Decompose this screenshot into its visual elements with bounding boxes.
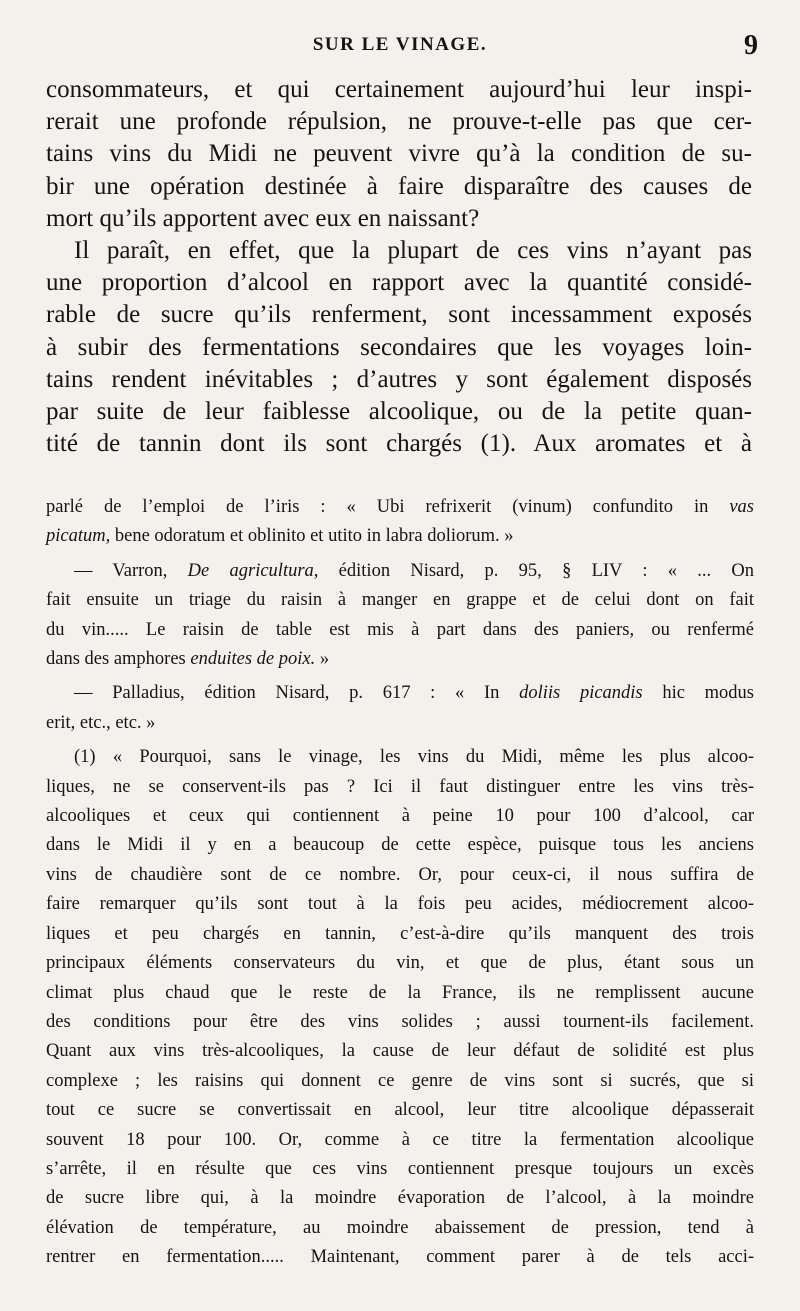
footnote-line: principaux éléments conservateurs du vin, et que de plus, étant sous un: [46, 953, 754, 974]
text-line: à subir des fermentations secondaires que les voyages loin-: [46, 333, 752, 361]
text-line: bir une opération destinée à faire disparaître des causes de: [46, 172, 752, 200]
text-line: tains rendent inévitables ; d’autres y sont également disposés: [46, 365, 752, 393]
running-head: SUR LE VINAGE.: [312, 34, 488, 55]
footnote-line: de sucre libre qui, à la moindre évaporation de l’alcool, à la moindre: [46, 1188, 754, 1209]
footnote-text: hic modus: [642, 683, 755, 704]
footnote-line: faire remarquer qu’ils sont tout à la fois peu acides, médiocrement alcoo-: [46, 894, 754, 915]
text-line: rerait une profonde répulsion, ne prouve-t-elle pas que cer-: [46, 108, 752, 136]
footnote-line: élévation de température, au moindre abaissement de pression, tend à: [46, 1217, 754, 1238]
page-number: 9: [744, 30, 758, 61]
footnote-line: du vin..... Le raisin de table est mis à part dans des paniers, ou renfermé: [46, 619, 754, 640]
footnote-line: des conditions pour être des vins solides ; aussi tournent-ils facilement.: [46, 1011, 754, 1032]
footnote-line: (1) « Pourquoi, sans le vinage, les vins du Midi, même les plus alcoo-: [74, 747, 754, 768]
text-line: Il paraît, en effet, que la plupart de ces vins n’ayant pas: [74, 237, 752, 265]
footnote-text: bene odoratum et oblinito et utito in labra doliorum. »: [110, 526, 514, 547]
footnote-line: tout ce sucre se convertissait en alcool, leur titre alcoolique dépasserait: [46, 1100, 754, 1121]
footnote-text: dans des amphores: [46, 649, 191, 670]
footnote-line: liques, ne se conservent-ils pas ? Ici il faut distinguer entre les vins très-: [46, 776, 754, 797]
text-line: tité de tannin dont ils sont chargés (1). Aux aromates et à: [46, 430, 752, 458]
footnotes: [46, 493, 754, 1273]
footnote-line: [46, 493, 754, 522]
footnote-line: dans le Midi il y en a beaucoup de cette espèce, puisque tous les anciens: [46, 835, 754, 856]
footnote-line: rentrer en fermentation..... Maintenant, comment parer à de tels acci-: [46, 1247, 754, 1268]
page-header: [0, 30, 800, 64]
footnote-line: [46, 679, 754, 708]
text-line: mort qu’ils apportent avec eux en naissant?: [46, 204, 480, 232]
footnote-text: parlé de l’emploi de l’iris : « Ubi refrixerit (vinum) confundito in: [46, 497, 730, 517]
footnote-line: [46, 557, 754, 586]
footnote-line: climat plus chaud que le reste de la France, ils ne remplissent aucune: [46, 982, 754, 1003]
footnote-text: édition Nisard, p. 95, § LIV : « ... On: [318, 560, 754, 581]
footnote-italic: vas: [729, 497, 754, 517]
footnote-line: [46, 522, 754, 551]
footnote-text: »: [315, 649, 330, 670]
footnote-line: fait ensuite un triage du raisin à manger en grappe et de celui dont on fait: [46, 590, 754, 611]
footnote-text: — Varron,: [74, 560, 188, 581]
footnote-italic: enduites de poix.: [190, 649, 316, 670]
text-line: consommateurs, et qui certainement aujourd’hui leur inspi-: [46, 76, 752, 103]
footnote-italic: doliis picandis: [519, 683, 643, 704]
footnote-line: vins de chaudière sont de ce nombre. Or, pour ceux-ci, il nous suffira de: [46, 864, 754, 885]
footnote-line: [46, 645, 754, 674]
text-line: une proportion d’alcool en rapport avec la quantité considé-: [46, 269, 752, 297]
text-line: rable de sucre qu’ils renferment, sont incessamment exposés: [46, 301, 752, 329]
footnote-line: Quant aux vins très-alcooliques, la cause de leur défaut de solidité est plus: [46, 1041, 754, 1062]
footnote-line: liques et peu chargés en tannin, c’est-à-dire qu’ils manquent des trois: [46, 923, 754, 944]
footnote-italic: picatum,: [46, 526, 111, 547]
footnote-line: s’arrête, il en résulte que ces vins contiennent presque toujours un excès: [46, 1158, 754, 1179]
text-line: par suite de leur faiblesse alcoolique, ou de la petite quan-: [46, 398, 752, 426]
text-line: tains vins du Midi ne peuvent vivre qu’à la condition de su-: [46, 140, 752, 168]
footnote-line: complexe ; les raisins qui donnent ce genre de vins sont si sucrés, que si: [46, 1070, 754, 1091]
footnote-line: souvent 18 pour 100. Or, comme à ce titre la fermentation alcoolique: [46, 1129, 754, 1150]
footnote-italic: De agricultura,: [187, 560, 319, 581]
footnote-text: — Palladius, édition Nisard, p. 617 : « In: [74, 683, 520, 704]
footnote-line: alcooliques et ceux qui contiennent à peine 10 pour 100 d’alcool, car: [46, 806, 754, 827]
main-text: [46, 74, 752, 460]
footnote-line: erit, etc., etc. »: [46, 712, 156, 733]
